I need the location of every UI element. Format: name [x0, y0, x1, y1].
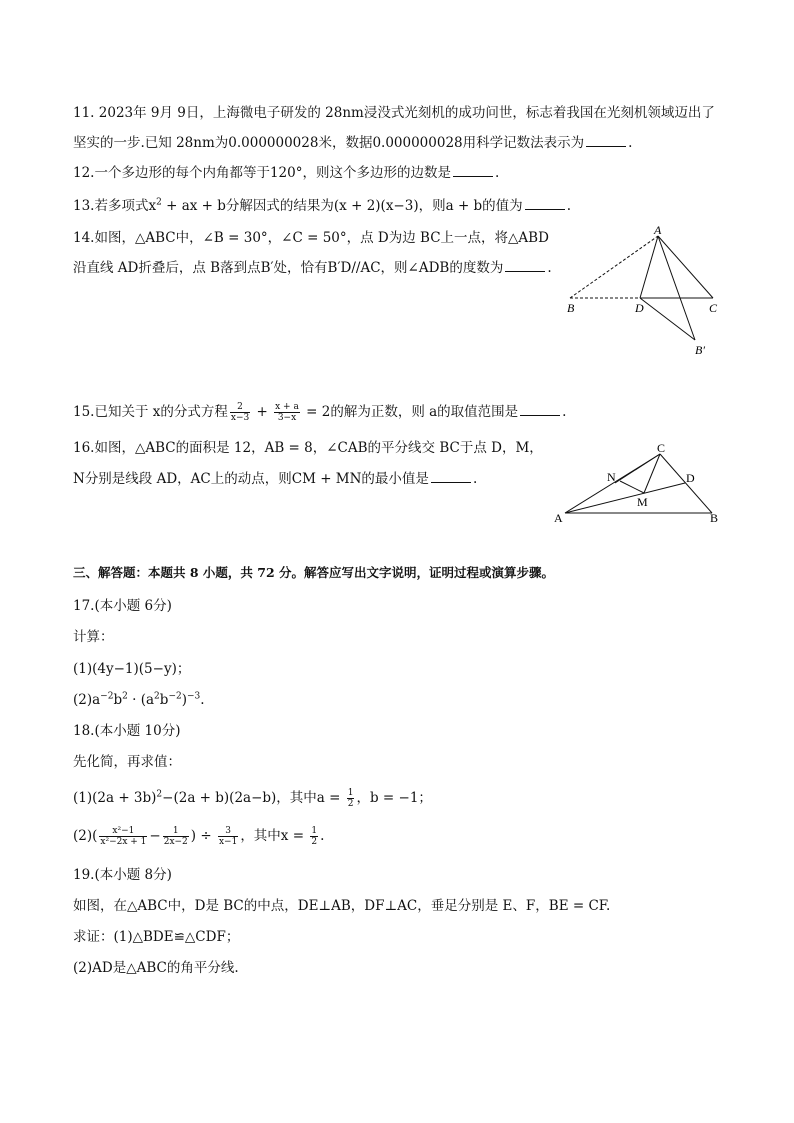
q17-part2	[73, 690, 205, 710]
q17-intro: 计算：	[73, 629, 114, 645]
sup: −2	[168, 691, 182, 702]
q12	[73, 163, 499, 183]
q13-sup: 2	[156, 197, 162, 208]
label-M: M	[637, 495, 648, 509]
q15-pre: 15.已知关于 x的分式方程	[73, 404, 228, 420]
frac-den: x−3	[230, 413, 250, 423]
fraction	[310, 826, 318, 847]
t: b	[159, 692, 169, 708]
frac-num: x + a	[275, 402, 299, 412]
t: ，b = −1；	[356, 790, 432, 806]
plus: +	[252, 404, 273, 420]
frac-den: x−1	[218, 837, 238, 847]
q19-line3: (2)AD是△ABC的角平分线.	[73, 960, 239, 976]
q13-end: .	[566, 198, 571, 214]
label-A: A	[654, 223, 662, 237]
label-A: A	[554, 511, 563, 525]
t: b	[113, 692, 123, 708]
sup: 2	[156, 789, 163, 800]
q16-text: N分别是线段 AD，AC上的动点，则CM + MN的最小值是	[73, 471, 429, 487]
fraction	[274, 402, 300, 423]
t: ) ÷	[190, 828, 216, 844]
answer-blank	[520, 403, 560, 416]
q15-post: = 2的解为正数，则 a的取值范围是	[301, 404, 519, 420]
t: .	[320, 828, 325, 844]
q14-end: .	[547, 260, 552, 276]
q14-line1: 14.如图，△ABC中，∠B = 30°，∠C = 50°，点 D为边 BC上一点，将△ABD	[73, 230, 549, 246]
frac-num: 3	[218, 826, 238, 837]
q16-line2	[73, 469, 477, 489]
q14-figure	[555, 222, 735, 362]
sup: −3	[187, 691, 201, 702]
t: −(2a + b)(2a−b)，其中a =	[162, 790, 345, 806]
sup: −2	[100, 691, 114, 702]
frac-num: 1	[311, 826, 318, 836]
q18-title: 18.(本小题 10分)	[73, 723, 181, 739]
label-B: B	[567, 301, 575, 315]
q16-line1: 16.如图，△ABC的面积是 12，AB = 8，∠CAB的平分线交 BC于点 D，M，	[73, 440, 543, 456]
frac-den: 3−x	[277, 413, 297, 423]
label-C: C	[709, 301, 718, 315]
answer-blank	[431, 470, 471, 483]
q19-line2: 求证：(1)△BDE≌△CDF；	[73, 929, 240, 945]
frac-den: 2	[311, 837, 318, 847]
frac-num: 1	[347, 788, 354, 798]
q14-line2	[73, 258, 552, 278]
q15-end: .	[562, 404, 567, 420]
t: · (a	[127, 692, 155, 708]
frac-num: 1	[163, 826, 189, 837]
fraction	[347, 788, 355, 809]
t: ，其中x =	[240, 828, 309, 844]
label-B: B	[710, 511, 719, 525]
frac-num: 2	[230, 402, 250, 413]
q13	[73, 196, 571, 216]
q11-text: 坚实的一步.已知 28nm为0.000000028米，数据0.000000028用科学记数法表示为	[73, 135, 585, 151]
section-heading: 三、解答题：本题共 8 小题，共 72 分。解答应写出文字说明，证明过程或演算步骤。	[73, 565, 555, 580]
q13-pre: 13.若多项式x	[73, 198, 157, 214]
t: (2)a	[73, 692, 101, 708]
frac-num: x²−1	[99, 826, 147, 837]
fraction	[218, 826, 238, 847]
t: −	[149, 828, 161, 844]
t: )	[181, 692, 187, 708]
sup: 2	[154, 691, 160, 702]
q17-title: 17.(本小题 6分)	[73, 598, 172, 614]
q12-end: .	[495, 165, 500, 181]
t: .	[200, 692, 205, 708]
label-N: N	[607, 470, 616, 484]
q18-part2	[73, 826, 324, 847]
q12-text: 12.一个多边形的每个内角都等于120°，则这个多边形的边数是	[73, 165, 451, 181]
fraction	[230, 402, 250, 423]
q14-text: 沿直线 AD折叠后，点 B落到点B′处，恰有B′D//AC，则∠ADB的度数为	[73, 260, 504, 276]
q11-line1: 11. 2023年 9月 9日，上海微电子研发的 28nm浸没式光刻机的成功问世，标志着我国在光刻机领域迈出了	[73, 105, 715, 121]
q17-part1: (1)(4y−1)(5−y)；	[73, 661, 191, 677]
fraction	[163, 826, 189, 847]
frac-den: x²−2x + 1	[100, 837, 147, 847]
label-D: D	[686, 471, 695, 485]
t: (2)(	[73, 828, 98, 844]
fraction	[99, 826, 147, 847]
q19-title: 19.(本小题 8分)	[73, 867, 172, 883]
q16-end: .	[472, 471, 478, 487]
q13-post: + ax + b分解因式的结果为(x + 2)(x−3)，则a + b的值为	[161, 198, 523, 214]
frac-den: 2	[347, 799, 354, 809]
label-D: D	[635, 301, 644, 315]
q15	[73, 402, 566, 423]
q18-intro: 先化简，再求值：	[73, 754, 181, 770]
answer-blank	[453, 164, 493, 177]
answer-blank	[525, 197, 565, 210]
q11-line2	[73, 133, 632, 153]
t: (1)(2a + 3b)	[73, 790, 157, 806]
q18-part1	[73, 788, 432, 809]
label-C: C	[657, 441, 666, 455]
sup: 2	[122, 691, 128, 702]
q11-end: .	[628, 135, 633, 151]
answer-blank	[505, 259, 545, 272]
label-Bprime: B′	[695, 343, 705, 357]
q19-line1: 如图，在△ABC中，D是 BC的中点，DE⊥AB，DF⊥AC，垂足分别是 E、F，BE = CF.	[73, 898, 611, 914]
frac-den: 2x−2	[163, 837, 188, 847]
q16-figure	[550, 440, 730, 525]
answer-blank	[586, 134, 626, 147]
